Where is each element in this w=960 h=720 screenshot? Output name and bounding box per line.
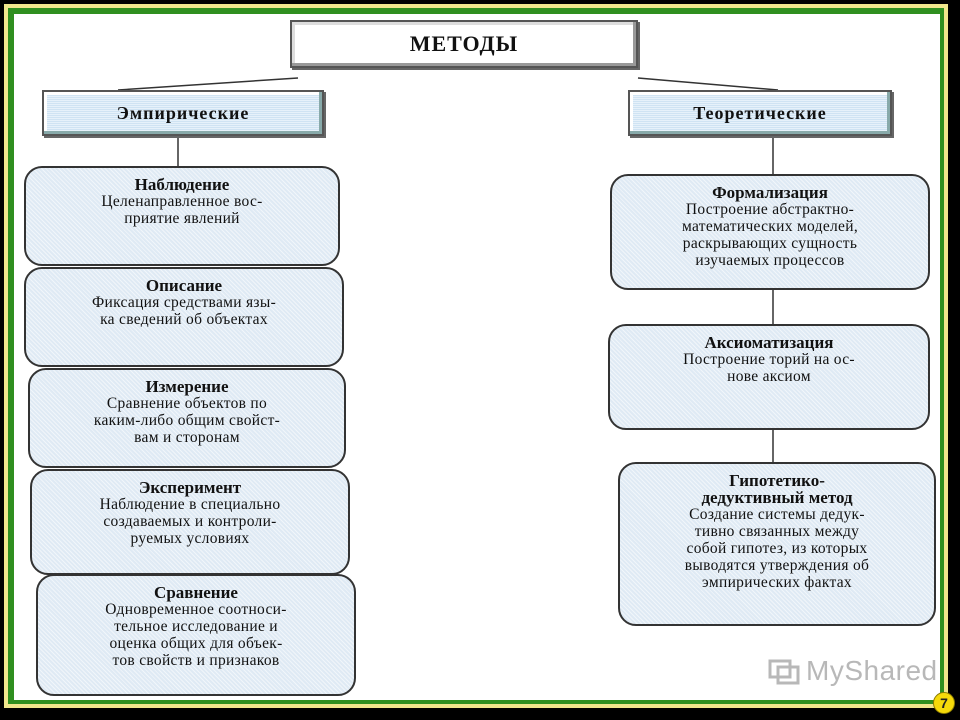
theoretical-category-label: Теоретические bbox=[693, 102, 827, 123]
methods-title: МЕТОДЫ bbox=[409, 31, 519, 56]
methods-title-box bbox=[290, 20, 638, 68]
node-measurement bbox=[28, 368, 346, 468]
node-axiomatization bbox=[608, 324, 930, 430]
node-desc: Одновременное соотноси- тельное исследование и оценка общих для объек- тов свойств и признаков bbox=[105, 601, 287, 669]
myshared-logo-icon bbox=[768, 655, 800, 687]
node-observation bbox=[24, 166, 340, 266]
watermark bbox=[768, 655, 938, 687]
node-description bbox=[24, 267, 344, 367]
page-number-badge bbox=[933, 692, 955, 714]
node-comparison bbox=[36, 574, 356, 696]
node-title: Наблюдение bbox=[134, 175, 230, 194]
node-desc: Сравнение объектов по каким-либо общим свойст- вам и сторонам bbox=[93, 395, 281, 446]
node-desc: Построение абстрактно- математических моделей, раскрывающих сущность изучаемых процессов bbox=[681, 201, 859, 269]
page-number: 7 bbox=[940, 695, 948, 711]
node-title: Описание bbox=[145, 276, 223, 295]
node-title: Сравнение bbox=[154, 583, 238, 602]
node-title: Измерение bbox=[145, 377, 229, 396]
empirical-category-box bbox=[42, 90, 324, 136]
node-title: Гипотетико- дедуктивный метод bbox=[701, 471, 853, 507]
node-desc: Создание системы дедук- тивно связанных между собой гипотез, из которых выводятся утверждения об эмпирических фактах bbox=[684, 506, 870, 591]
watermark-text: MyShared bbox=[806, 655, 938, 686]
node-hypothetico-deductive bbox=[618, 462, 936, 626]
node-desc: Фиксация средствами язы- ка сведений об объектах bbox=[91, 294, 277, 328]
node-title: Эксперимент bbox=[138, 478, 242, 497]
connector-title-right bbox=[638, 78, 778, 90]
node-title: Аксиоматизация bbox=[704, 333, 834, 352]
node-desc: Наблюдение в специально создаваемых и контроли- руемых условиях bbox=[99, 496, 281, 547]
connector-title-left bbox=[118, 78, 298, 90]
diagram-canvas bbox=[18, 18, 936, 698]
node-formalization bbox=[610, 174, 930, 290]
theoretical-category-box bbox=[628, 90, 892, 136]
node-desc: Целенаправленное вос- приятие явлений bbox=[101, 193, 263, 227]
empirical-category-label: Эмпирические bbox=[116, 102, 250, 123]
node-desc: Построение торий на ос- нове аксиом bbox=[683, 351, 855, 385]
node-experiment bbox=[30, 469, 350, 575]
node-title: Формализация bbox=[712, 183, 828, 202]
